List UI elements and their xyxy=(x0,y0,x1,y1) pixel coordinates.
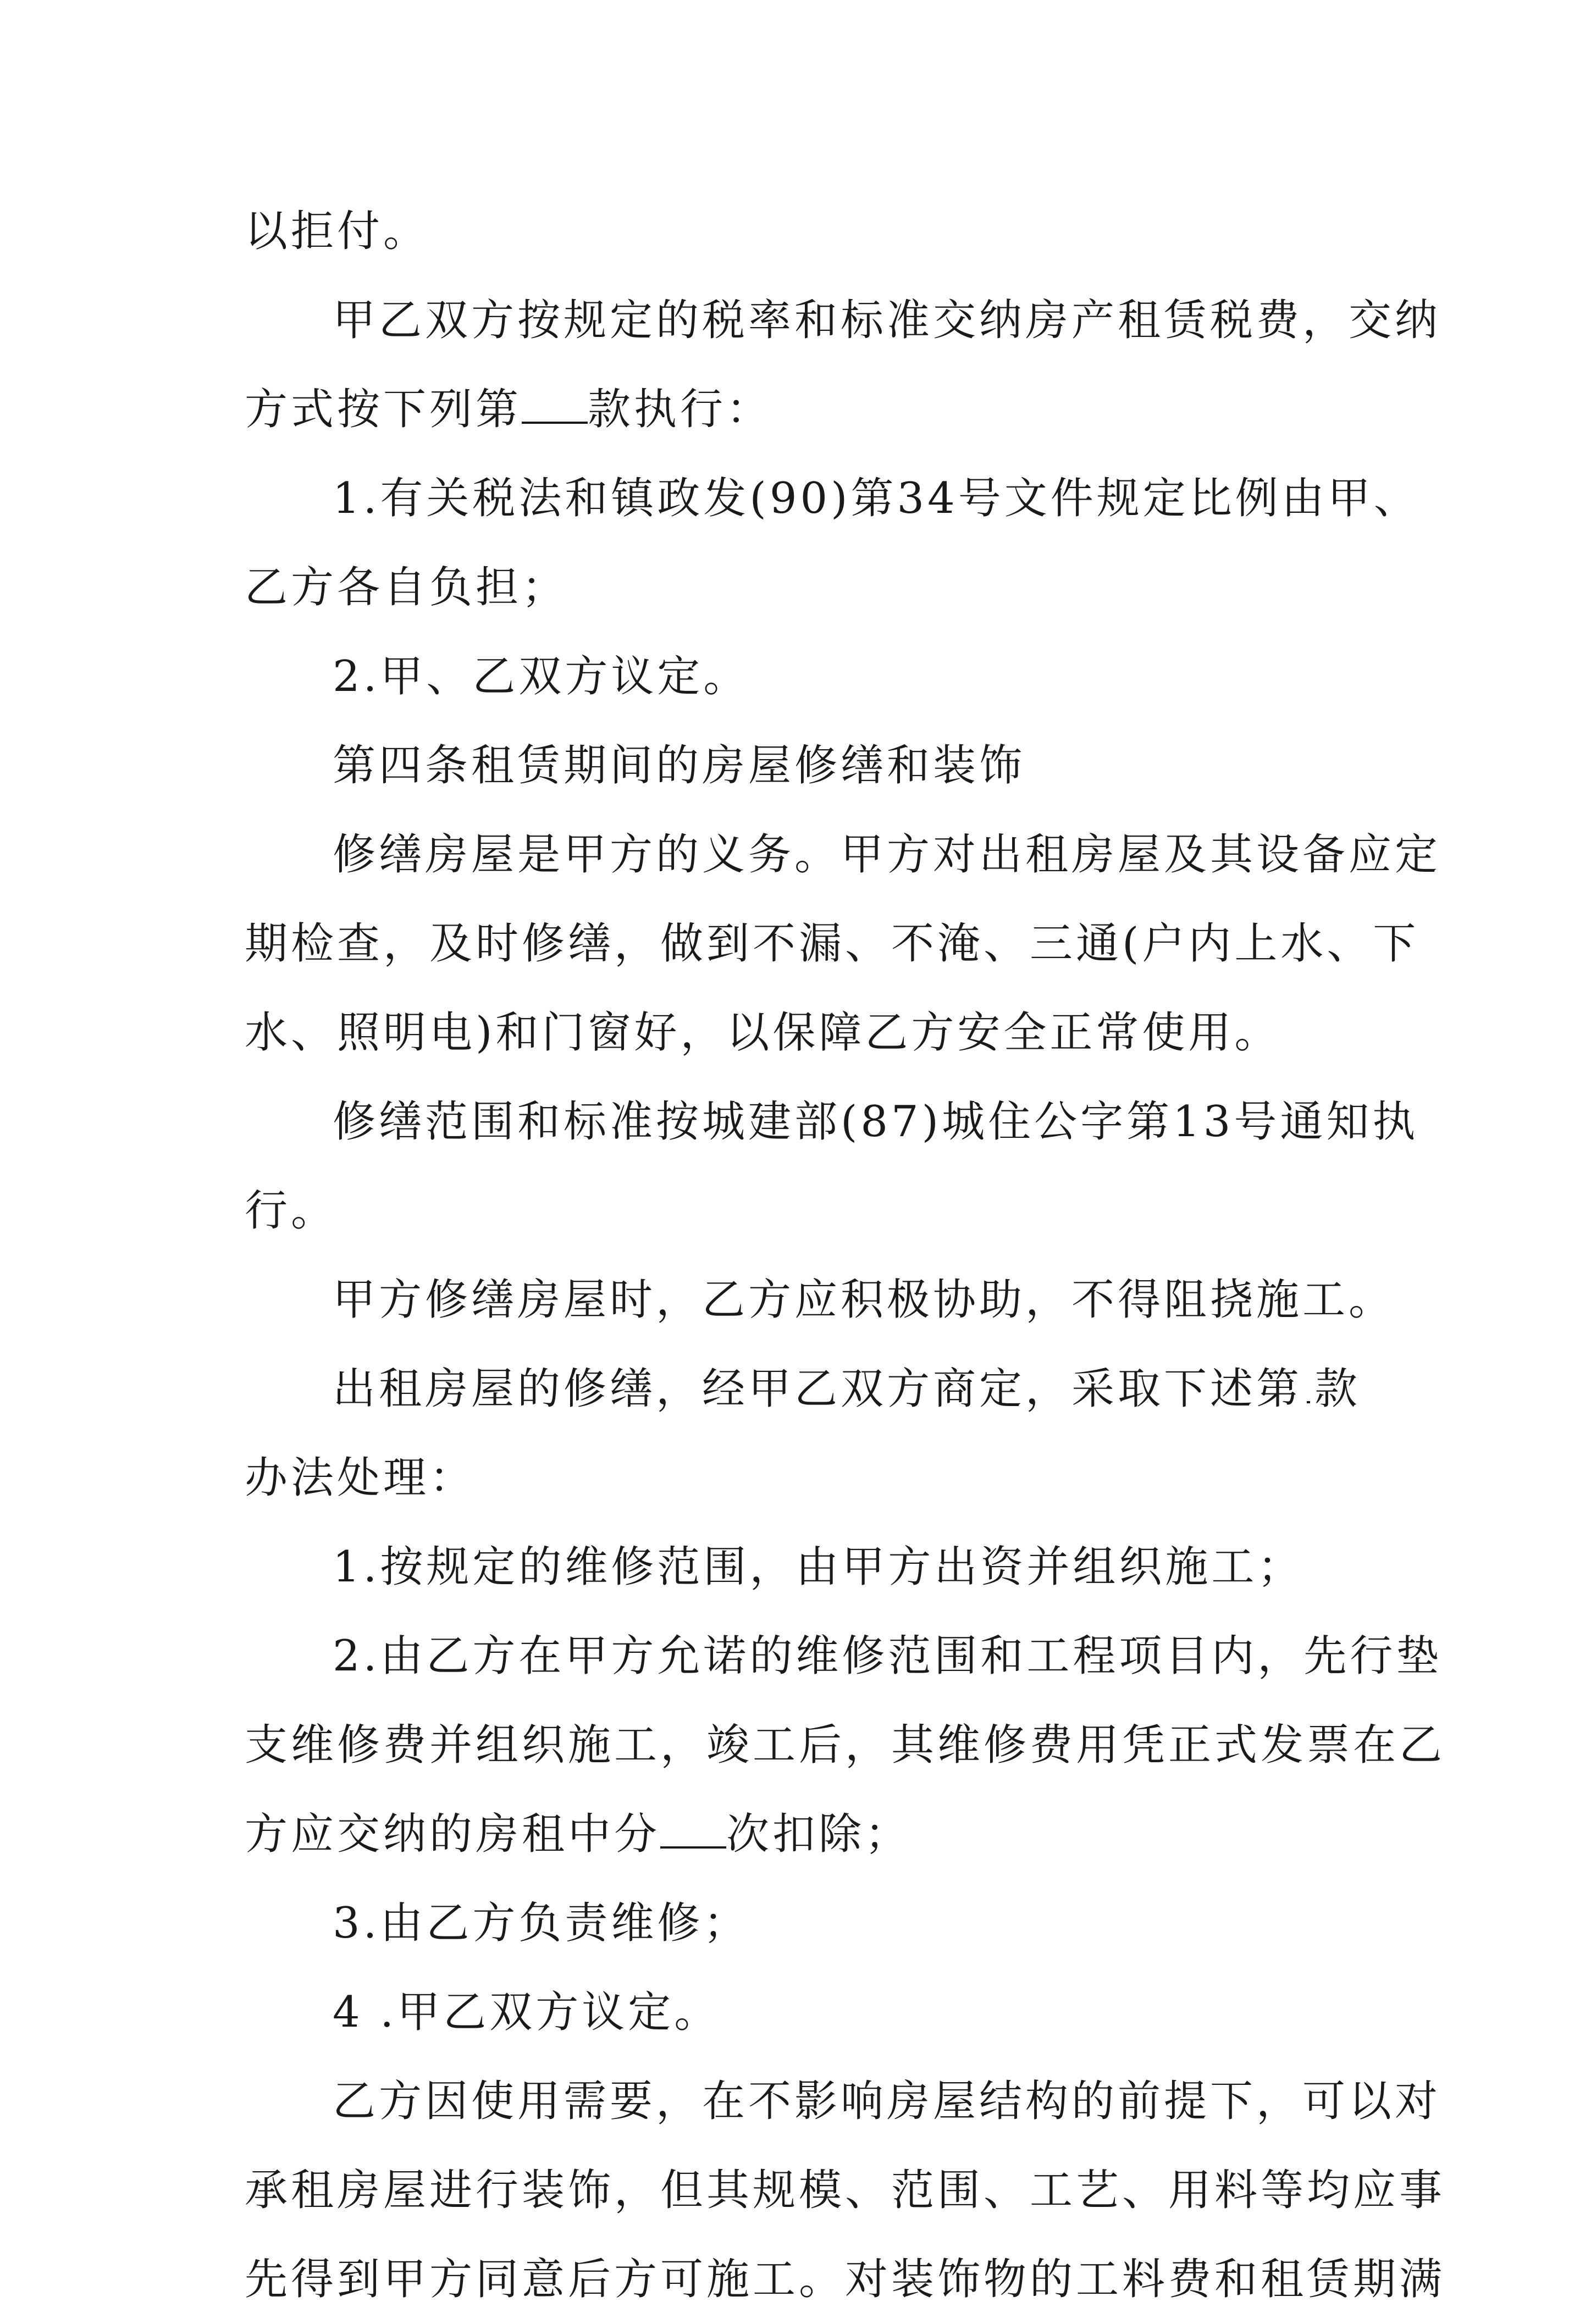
text-line: 期检查，及时修缮，做到不漏、不淹、三通(户内上水、下 xyxy=(245,919,1419,969)
text-line: 先得到甲方同意后方可施工。对装饰物的工料费和租赁期满 xyxy=(245,2255,1446,2304)
text-line: 4 .甲乙双方议定。 xyxy=(333,1988,721,2037)
text-line: 修缮范围和标准按城建部(87)城住公字第13号通知执 xyxy=(333,1097,1419,1147)
text-line: 2.由乙方在甲方允诺的维修范围和工程项目内，先行垫 xyxy=(333,1631,1443,1681)
text-line: 以拒付。 xyxy=(245,207,430,256)
text-line: 2.甲、乙双方议定。 xyxy=(333,652,750,701)
document-body xyxy=(245,187,1446,2324)
text-line: 行。 xyxy=(245,1186,338,1236)
fill-in-blank xyxy=(660,1808,726,1849)
text-line: 支维修费并组织施工，竣工后，其维修费用凭正式发票在乙 xyxy=(245,1720,1446,1770)
text-line xyxy=(245,365,1361,454)
text-line: 甲方修缮房屋时，乙方应积极协助，不得阻挠施工。 xyxy=(333,1275,1395,1325)
text-segment: 款执行： xyxy=(588,385,773,434)
text-line: 1.按规定的维修范围，由甲方出资并组织施工； xyxy=(333,1542,1304,1592)
text-segment: 次扣除； xyxy=(726,1810,911,1859)
text-line: 1.有关税法和镇政发(90)第34号文件规定比例由甲、 xyxy=(333,474,1420,523)
text-line: 3.由乙方负责维修； xyxy=(333,1899,750,1948)
fill-in-blank xyxy=(522,383,588,424)
text-line: 甲乙双方按规定的税率和标准交纳房产租赁税费，交纳 xyxy=(333,296,1441,345)
text-segment: 款 xyxy=(1314,1364,1361,1414)
text-segment: 出租房屋的修缮，经甲乙双方商定，采取下述第 xyxy=(333,1364,1303,1414)
text-line: 乙方各自负担； xyxy=(245,563,568,612)
text-line xyxy=(245,1344,1361,1434)
text-line: 水、照明电)和门窗好，以保障乙方安全正常使用。 xyxy=(245,1008,1281,1058)
text-segment: 方式按下列第 xyxy=(245,385,522,434)
text-line: 修缮房屋是甲方的义务。甲方对出租房屋及其设备应定 xyxy=(333,830,1441,879)
section-heading: 第四条租赁期间的房屋修缮和装饰 xyxy=(333,741,1026,790)
text-line: 乙方因使用需要，在不影响房屋结构的前提下，可以对 xyxy=(333,2077,1441,2126)
text-line: 办法处理： xyxy=(245,1453,476,1503)
text-line xyxy=(245,1790,1361,1879)
text-segment: 方应交纳的房租中分 xyxy=(245,1810,661,1859)
fill-in-blank xyxy=(1307,1363,1310,1403)
text-line: 承租房屋进行装饰，但其规模、范围、工艺、用料等均应事 xyxy=(245,2166,1446,2215)
